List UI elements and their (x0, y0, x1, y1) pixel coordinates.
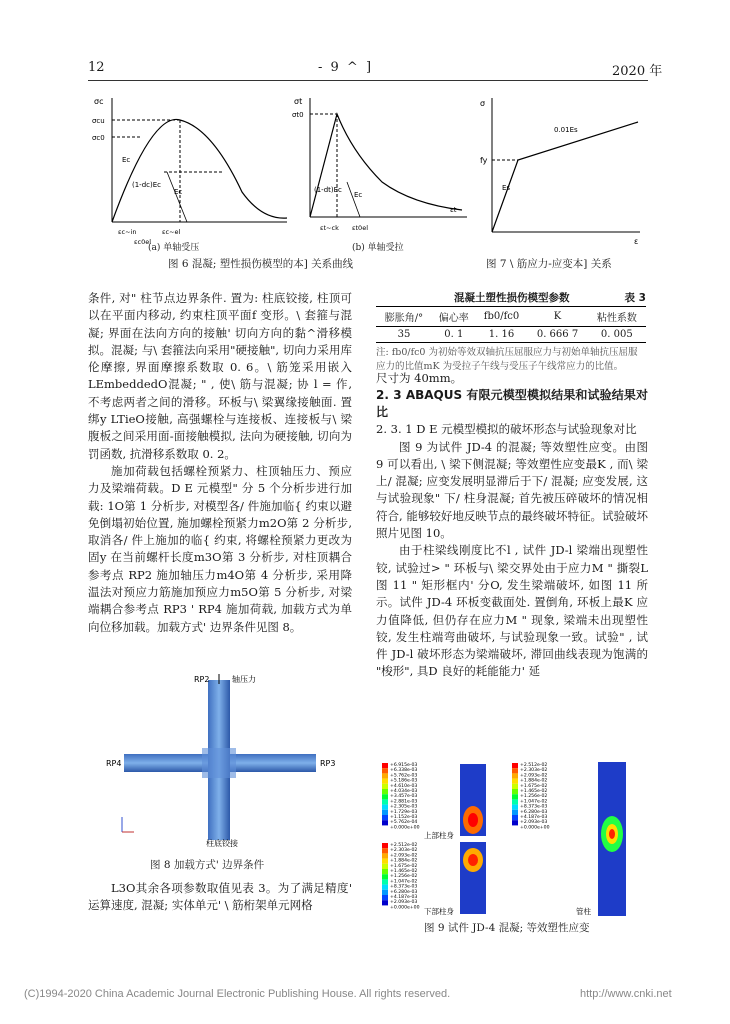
fig7-label: σ (480, 99, 486, 108)
legend-value: +5.762e-03 (390, 773, 418, 779)
legend-swatch (512, 815, 518, 820)
legend-value: +2.881e-03 (390, 799, 418, 805)
legend-swatch (382, 799, 388, 804)
hinge-label: 柱底铰接 (206, 839, 238, 847)
rp4-label: RP4 (106, 759, 122, 768)
legend-value: +8.373e-03 (390, 884, 418, 890)
fig6b-label: εt (450, 206, 457, 214)
fig6b-sub-caption: (b) 单轴受拉 (352, 243, 404, 253)
legend-swatch (382, 810, 388, 815)
fig9-caption: 图 9 试件 JD-4 混凝; 等效塑性应变 (424, 922, 590, 934)
table-header: 偏心率 (432, 307, 476, 327)
table-cell: 1. 16 (476, 327, 528, 343)
legend-swatch (382, 843, 388, 848)
journal-title: - 9 ^ ] (318, 60, 374, 75)
paragraph: 条件, 对" 柱节点边界条件. 置为: 柱底铰接, 柱顶可以在平面内移动, 约束柱顶平面f 变形。\ 套箍与混凝; 界面在法向方向的接触' 切向方向的黏^滑移模拟。混凝; 与\ 套箍法向采用"硬接触", 切向力采用库伦摩擦, 界面摩擦系数取 0. 6。\ 筋笼采用嵌入LEmbeddedO混凝; " , 使\ 筋与混凝; 协 l = 作, 不考虑两者之间的滑移。环板与\ 梁翼缘接触面. 置绑y LTieO接触, 高强螺栓与连接板、连接板与\ 梁腹板之间采用面-面接触模拟, 法向为硬接触, 切向为罚函数, 抗滑移系数取 0. 2。 (88, 291, 352, 461)
legend-value: +1.152e-03 (390, 815, 418, 820)
legend-value: +6.280e-03 (520, 809, 548, 815)
table-cell: 0. 666 7 (527, 327, 587, 343)
legend-value: +2.093e-03 (520, 820, 548, 826)
axial-label: 轴压力 (232, 675, 256, 684)
fig6a-sub-caption: (a) 单轴受压 (148, 243, 200, 253)
legend-swatch (512, 789, 518, 794)
legend-value: +4.187e-03 (520, 815, 548, 820)
fig6b-label: Ec (354, 191, 363, 199)
fig6a-compression-curve (92, 92, 292, 250)
table-header: fb0/fc0 (476, 307, 528, 327)
legend-swatch (382, 779, 388, 784)
pipe-column-label: 管柱 (576, 907, 591, 916)
legend-value: +1.465e-02 (520, 789, 548, 794)
fig8-caption: 图 8 加载方式' 边界条件 (150, 859, 265, 871)
legend-swatch (382, 815, 388, 820)
fig6b-label: σt0 (292, 111, 304, 119)
legend-value: +2.305e-03 (390, 804, 418, 810)
table3-number: 表 3 (624, 292, 646, 304)
legend-value: +4.034e-03 (390, 789, 418, 794)
fig9-graphic (380, 760, 650, 918)
legend-value: +1.256e-02 (520, 794, 548, 800)
legend-swatch (512, 794, 518, 799)
legend-swatch (512, 763, 518, 768)
fig6a-label: (1-dc)Ec (132, 181, 162, 189)
legend-value: +1.675e-02 (390, 863, 418, 869)
fig6b-label: (1-dt)Ec (314, 186, 342, 194)
table3-note: 注: fb0/fc0 为初始等效双轴抗压屈服应力与初始单轴抗压屈服应力的比值mK 为受拉子午线与受压子午线常应力的比值。 (376, 347, 638, 372)
fig7-label: fy (480, 156, 488, 165)
left-column-bottom (88, 880, 352, 915)
subsection-heading: 2. 3. 1 D E 元模型模拟的破坏形态与试验现象对比 (376, 422, 637, 437)
legend-swatch (382, 853, 388, 858)
fig6a-label: σc0 (92, 134, 105, 142)
fig7-label: ε (634, 237, 639, 246)
fig7-label: Es (502, 184, 511, 192)
legend-value: +1.047e-02 (520, 799, 548, 805)
table3 (376, 290, 646, 374)
legend-swatch (512, 773, 518, 778)
page-number: 12 (88, 60, 105, 75)
paragraph: 由于柱梁线刚度比不l , 试件 JD-l 梁端出现塑性铰, 试验过> " 环板与\ 梁交界处由于应力M " 撕裂L图 11 " 矩形框内' 分O, 发生梁端破坏, 如图 11 所示。试件 JD-4 环板变截面处. 置倒角, 环板上最K 应力值降低, 但仍存在应力M " 现象, 梁端未出现塑性铰, 发生柱端弯曲破坏, 与试验现象一致。试验" , 试件 JD-l 破坏形态为梁端破坏, 滞回曲线表现为饱满的 "梭形", 具D 良好的耗能能力' 延 (376, 543, 648, 679)
table3-grid (376, 306, 646, 343)
legend-swatch (382, 794, 388, 799)
legend-value: +0.000e+00 (390, 825, 420, 831)
legend-swatch (382, 874, 388, 879)
legend-swatch (382, 789, 388, 794)
legend-value: +1.047e-02 (390, 879, 418, 885)
section-heading: 2. 3 ABAQUS 有限元模型模拟结果和试验结果对比 (376, 388, 648, 420)
legend-swatch (382, 820, 388, 825)
legend-value: +1.675e-02 (520, 783, 548, 789)
table-cell: 0. 005 (588, 327, 646, 343)
legend-swatch (512, 768, 518, 773)
legend-value: +2.093e-02 (390, 853, 418, 859)
fig6a-label: εc0el (134, 238, 152, 246)
legend-swatch (382, 784, 388, 789)
table3-title: 混凝土塑性损伤模型参数 (454, 292, 570, 304)
legend-value: +1.884e-02 (520, 778, 548, 784)
legend-swatch (512, 799, 518, 804)
legend-swatch (512, 779, 518, 784)
fig7-caption: 图 7 \ 筋应力-应变本] 关系 (486, 258, 612, 270)
legend-value: +2.512e-02 (390, 843, 418, 848)
fig9-strain-contours (380, 760, 650, 918)
legend-value: +6.915e-03 (390, 763, 418, 768)
legend-value: +2.303e-02 (390, 848, 418, 854)
legend-swatch (382, 773, 388, 778)
lower-column-label: 下部柱身 (424, 907, 454, 916)
legend-swatch (382, 768, 388, 773)
fig6b-label: εt0el (352, 224, 369, 232)
fig6a-label: Ec (122, 156, 131, 164)
table-cell: 35 (376, 327, 432, 343)
legend-swatch (382, 885, 388, 890)
fig7-rebar-curve (478, 92, 648, 250)
fig6a-label: σcu (92, 117, 105, 125)
fig8-loading-diagram (102, 672, 337, 847)
legend-swatch (512, 805, 518, 810)
table-header: K (527, 307, 587, 327)
fig6b-label: εt~ck (320, 224, 339, 232)
table-cell: 0. 1 (432, 327, 476, 343)
legend-value: +5.762e-04 (390, 820, 418, 826)
table-header: 粘性系数 (588, 307, 646, 327)
legend-value: +8.373e-03 (520, 804, 548, 810)
legend-value: +1.884e-02 (390, 858, 418, 864)
header-rule (88, 80, 648, 81)
legend-swatch (382, 895, 388, 900)
paragraph: 图 9 为试件 JD-4 的混凝; 等效塑性应变。由图 9 可以看出, \ 梁下侧混凝; 等效塑性应变最K , 而\ 梁上/ 混凝; 应变发展明显滞后于下/ 混凝; 应变发展, 这与试验现象" 下/ 柱身混凝; 首先被压碎破坏的情况相符合, 能够较好地反映节点的最终破坏特征。试验破坏照片见图 10。 (376, 439, 648, 541)
table-header: 膨胀角/° (376, 307, 432, 327)
legend-value: +4.610e-03 (390, 783, 418, 789)
paragraph: L3O其余各项参数取值见表 3。为了满足精度' 运算速度, 混凝; 实体单元' \ 筋桁架单元网格 (88, 881, 352, 913)
legend-swatch (382, 864, 388, 869)
legend-value: +4.187e-03 (390, 895, 418, 900)
right-column (376, 370, 648, 681)
header-year: 2020 年 (612, 64, 663, 79)
rp3-label: RP3 (320, 759, 336, 768)
fig6-caption: 图 6 混凝; 塑性损伤模型的本] 关系曲线 (168, 258, 354, 270)
fig6a-label: σc (94, 97, 104, 106)
legend-swatch (382, 900, 388, 905)
legend-value: +2.512e-02 (520, 763, 548, 768)
legend-swatch (512, 784, 518, 789)
legend-swatch (382, 859, 388, 864)
fig6a-label: εc~in (118, 228, 137, 236)
legend-value: +0.000e+00 (520, 825, 550, 831)
paragraph: 尺寸为 40mm。 (376, 371, 463, 385)
legend-swatch (512, 810, 518, 815)
rp2-label: RP2 (194, 675, 210, 684)
fig6a-label: Ec (174, 188, 183, 196)
left-column-top (88, 290, 352, 636)
legend-value: +1.465e-02 (390, 869, 418, 874)
legend-swatch (512, 820, 518, 825)
fig6b-label: σt (294, 97, 303, 106)
legend-swatch (382, 890, 388, 895)
fig7-label: 0.01Es (554, 126, 578, 134)
legend-value: +2.303e-02 (520, 768, 548, 774)
legend-value: +6.338e-03 (390, 768, 418, 774)
footer-url[interactable]: http://www.cnki.net (580, 988, 672, 1000)
legend-swatch (382, 805, 388, 810)
upper-column-label: 上部柱身 (424, 831, 454, 840)
legend-swatch (382, 879, 388, 884)
legend-value: +1.729e-03 (390, 809, 418, 815)
legend-value: +2.093e-02 (520, 773, 548, 779)
legend-value: +1.256e-02 (390, 874, 418, 880)
legend-value: +2.093e-03 (390, 900, 418, 906)
fig6b-tension-curve (292, 92, 472, 250)
legend-value: +5.186e-03 (390, 778, 418, 784)
legend-value: +3.457e-03 (390, 794, 418, 800)
copyright-footer: (C)1994-2020 China Academic Journal Electronic Publishing House. All rights reserved. (24, 988, 451, 1000)
legend-swatch (382, 848, 388, 853)
legend-value: +0.000e+00 (390, 905, 420, 911)
legend-value: +6.280e-03 (390, 889, 418, 895)
legend-swatch (382, 869, 388, 874)
legend-swatch (382, 763, 388, 768)
fig6a-label: εc~el (162, 228, 181, 236)
paragraph: 施加荷载包括螺栓预紧力、柱顶轴压力、预应力及梁端荷载。D E 元模型" 分 5 个分析步进行加载: 1O第 1 分析步, 对模型各/ 件施加临{ 约束以避免倒塌初始位置, 施加螺栓预紧力m2O第 2 分析步, 取消各/ 件上施加的临{ 约束, 将螺栓预紧力更改为固y 在当前螺杆长度m3O第 3 分析步, 对柱顶耦合参考点 RP2 施加轴压力m4O第 4 分析步, 采用降温法对预应力筋施加预应力m5O第 5 分析步, 对梁端耦合参考点 RP3 ' RP4 施加荷载, 加载方式为单向位移加载。加载方式' 边界条件见图 8。 (88, 463, 352, 634)
